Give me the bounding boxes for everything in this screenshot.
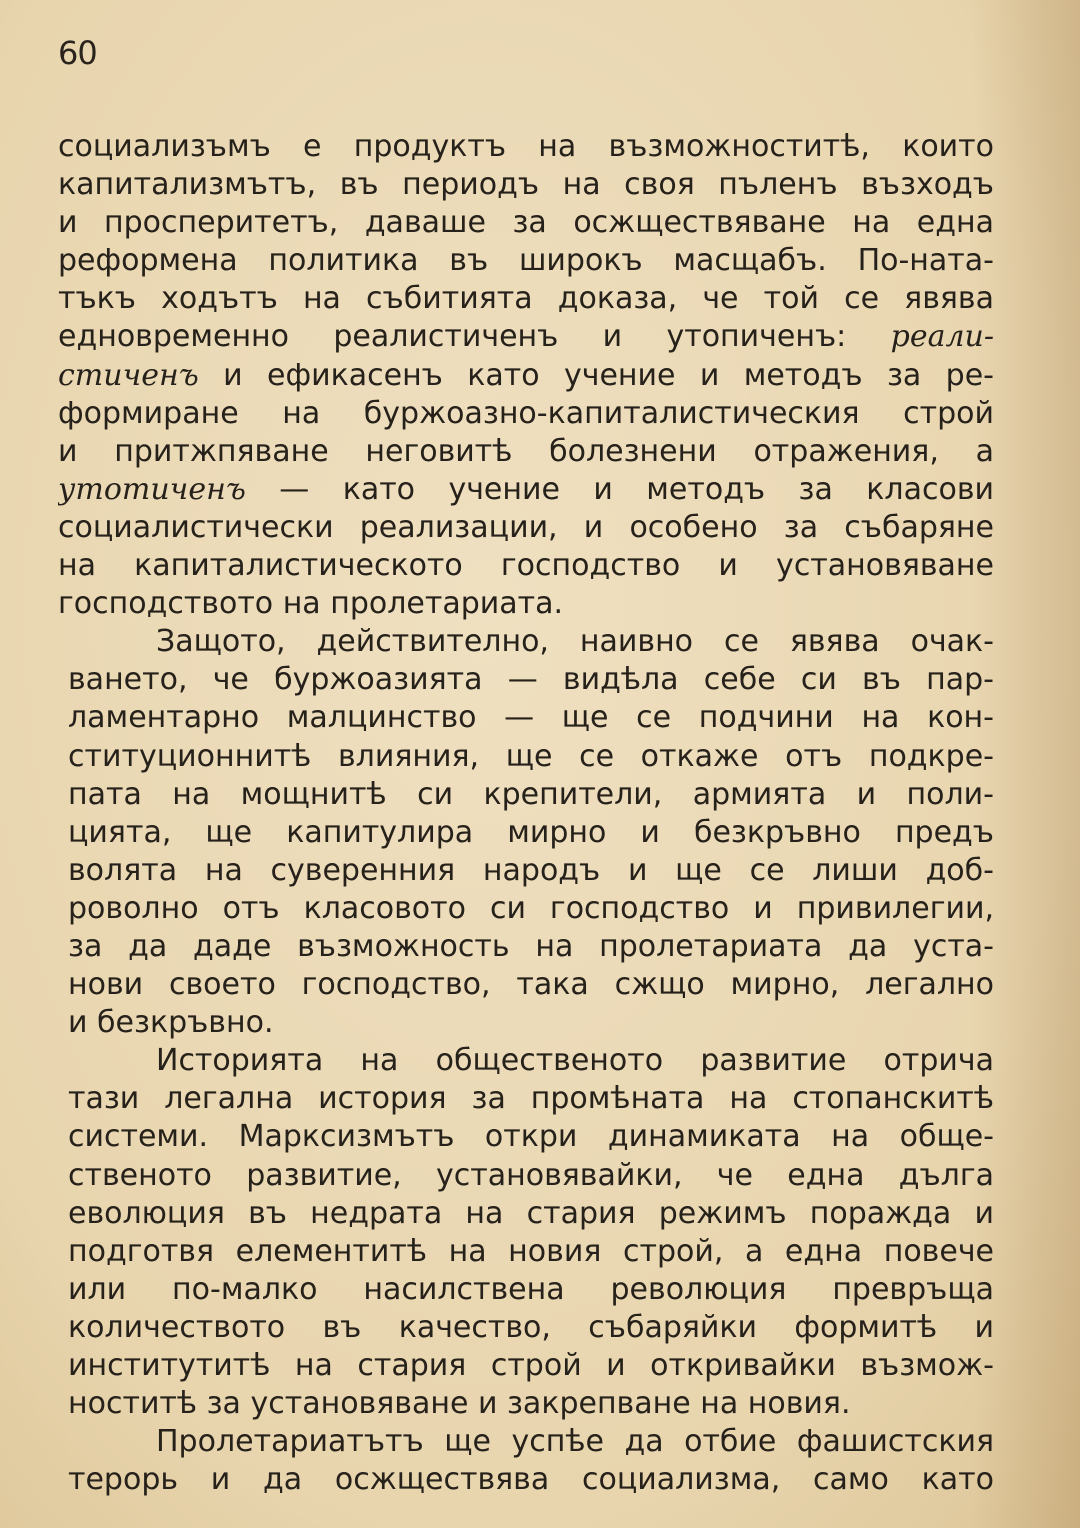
text-line: цията, ще капитулира мирно и безкръвно предъ bbox=[68, 814, 994, 850]
italic-word: стиченъ bbox=[58, 357, 199, 393]
text-line: и просперитетъ, даваше за осжществяване на една bbox=[58, 205, 994, 241]
text-line: социализъмъ е продуктъ на възможноститѣ, които bbox=[58, 129, 994, 164]
text-line: капитализмътъ, въ периодъ на своя пъленъ възходъ bbox=[58, 167, 994, 203]
text-line bbox=[58, 471, 994, 509]
text-line: формиране на буржоазно-капиталистическия строй bbox=[58, 395, 994, 431]
text-line: количеството въ качество, събаряйки формитѣ и bbox=[68, 1309, 994, 1345]
text-line: реформена политика въ широкъ масщабъ. По-ната- bbox=[58, 243, 994, 279]
text-line: или по-малко насилствена революция превръща bbox=[68, 1271, 994, 1307]
text-line: системи. Марксизмътъ откри динамиката на обще- bbox=[68, 1119, 994, 1155]
text-line: тази легална история за промѣната на стопанскитѣ bbox=[68, 1081, 994, 1117]
page-number: 60 bbox=[58, 34, 97, 72]
text-line: терорь и да осжществява социализма, само като bbox=[68, 1462, 994, 1498]
text-line: волята на суверенния народъ и ще се лиши доб- bbox=[68, 852, 994, 888]
text-fragment: — като учение и методъ за класови bbox=[279, 471, 994, 507]
text-line: роволно отъ класовото си господство и привилегии, bbox=[68, 890, 994, 926]
text-line: на капиталистическото господство и установяване bbox=[58, 548, 994, 584]
text-line: за да даде възможность на пролетариата да уста- bbox=[68, 928, 994, 964]
paragraph-start-line: Пролетариатътъ ще успѣе да отбие фашистския bbox=[156, 1424, 994, 1460]
italic-word: утотиченъ bbox=[58, 471, 246, 507]
text-line bbox=[58, 318, 994, 356]
text-line bbox=[58, 357, 994, 395]
text-fragment: и ефикасенъ като учение и методъ за ре- bbox=[223, 357, 994, 393]
text-line: ституционнитѣ влияния, ще се откаже отъ подкре- bbox=[68, 738, 994, 774]
text-line: ноститѣ за установяване и закрепване на новия. bbox=[68, 1386, 851, 1422]
text-line: институтитѣ на стария строй и откривайки възмож- bbox=[68, 1348, 994, 1383]
text-line: нови своето господство, така сжщо мирно, легално bbox=[68, 967, 994, 1003]
body-text bbox=[58, 128, 994, 1499]
text-line: ственото развитие, установявайки, че една дълга bbox=[68, 1157, 994, 1193]
italic-word: реали- bbox=[890, 319, 994, 355]
text-line: социалистически реализации, и особено за събаряне bbox=[58, 509, 994, 545]
text-line: и безкръвно. bbox=[68, 1005, 274, 1041]
text-line: господството на пролетариата. bbox=[58, 586, 564, 622]
text-line: пата на мощнитѣ си крепители, армията и поли- bbox=[68, 776, 994, 812]
paragraph-start-line: Историята на общественото развитие отрича bbox=[156, 1043, 994, 1079]
text-line: ването, че буржоазията — видѣла себе си въ пар- bbox=[68, 662, 994, 698]
text-fragment: едновременно реалистиченъ и утопиченъ: bbox=[58, 319, 847, 355]
text-line: тъкъ ходътъ на събитията доказа, че той се явява bbox=[58, 281, 994, 317]
text-line: и притжпяване неговитѣ болезнени отражения, а bbox=[58, 433, 994, 469]
text-line: еволюция въ недрата на стария режимъ поражда и bbox=[68, 1195, 994, 1231]
paragraph-start-line: Защото, действително, наивно се явява очак- bbox=[156, 624, 994, 660]
text-line: ламентарно малцинство — ще се подчини на кон- bbox=[68, 700, 994, 736]
text-line: подготвя елементитѣ на новия строй, а една повече bbox=[68, 1233, 994, 1269]
